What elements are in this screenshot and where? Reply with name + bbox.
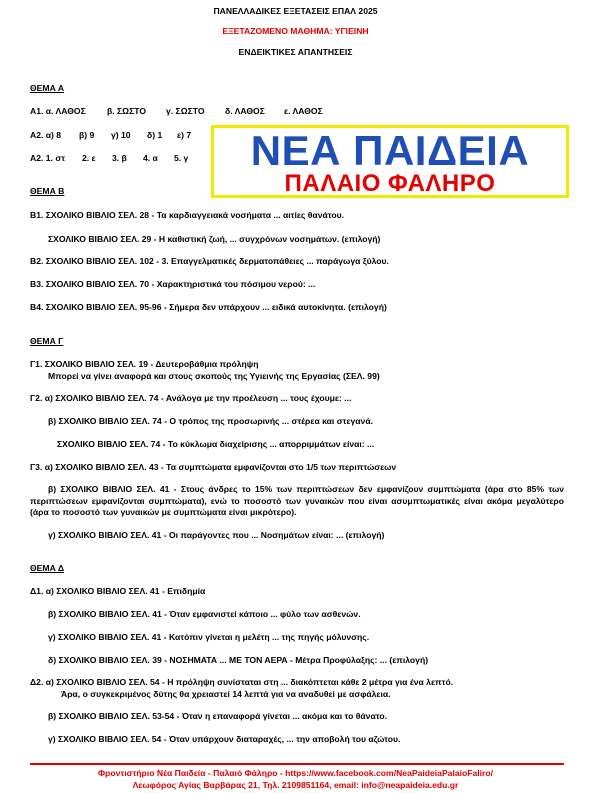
answer-a1-1: Α1. α. ΛΑΘΟΣ [30, 106, 86, 116]
answer-b1: Β1. ΣΧΟΛΙΚΟ ΒΙΒΛΙΟ ΣΕΛ. 28 - Τα καρδιαγγειακά νοσήματα ... αιτίες θανάτου. [30, 210, 345, 220]
footer-divider [30, 763, 564, 765]
answer-g2b: β) ΣΧΟΛΙΚΟ ΒΙΒΛΙΟ ΣΕΛ. 74 - Ο τρόπος της προσωρινής ... στέρεα και στεγανά. [48, 416, 373, 426]
answer-a2b-2: 2. ε [82, 153, 96, 163]
answer-a2-4: δ) 1 [147, 130, 163, 140]
answer-d1b: β) ΣΧΟΛΙΚΟ ΒΙΒΛΙΟ ΣΕΛ. 41 - Όταν εμφανιστεί κάποιο ... φύλο των ασθενών. [48, 609, 361, 619]
answer-g2b-alt: ΣΧΟΛΙΚΟ ΒΙΒΛΙΟ ΣΕΛ. 74 - Το κύκλωμα διαχείρισης ... απορριμμάτων είναι: ... [57, 439, 375, 449]
exam-subject: ΕΞΕΤΑΖΟΜΕΝΟ ΜΑΘΗΜΑ: ΥΓΙΕΙΝΗ [222, 26, 369, 36]
answer-a1-2: β. ΣΩΣΤΟ [107, 106, 147, 116]
answer-a2-2: β) 9 [79, 130, 95, 140]
answer-a1-4: δ. ΛΑΘΟΣ [225, 106, 265, 116]
answer-a2-5: ε) 7 [177, 130, 192, 140]
logo-line-1: ΝΕΑ ΠΑΙΔΕΙΑ [250, 127, 530, 174]
answer-a2b-3: 3. β [112, 153, 127, 163]
answer-a1-3: γ. ΣΩΣΤΟ [166, 106, 205, 116]
answer-a2b-4: 4. α [143, 153, 158, 163]
section-heading-a: ΘΕΜΑ Α [30, 83, 65, 93]
section-heading-b: ΘΕΜΑ Β [30, 186, 65, 196]
page-subtitle: ΕΝΔΕΙΚΤΙΚΕΣ ΑΠΑΝΤΗΣΕΙΣ [238, 47, 353, 57]
answer-d2c: γ) ΣΧΟΛΙΚΟ ΒΙΒΛΙΟ ΣΕΛ. 54 - Όταν υπάρχουν διαταραχές, ... την αποβολή του αζώτου. [48, 734, 401, 744]
answer-a2b-1: Α2. 1. στ [30, 153, 66, 163]
answer-d2a: Δ2. α) ΣΧΟΛΙΚΟ ΒΙΒΛΙΟ ΣΕΛ. 54 - Η πρόληψη συνίσταται στη ... διακόπτεται κάθε 2 μέτρα για ένα λεπτό. [30, 677, 454, 687]
answer-g2a: Γ2. α) ΣΧΟΛΙΚΟ ΒΙΒΛΙΟ ΣΕΛ. 74 - Ανάλογα με την προέλευση ... τους έχουμε: ... [30, 393, 352, 403]
answer-b2: Β2. ΣΧΟΛΙΚΟ ΒΙΒΛΙΟ ΣΕΛ. 102 - 3. Επαγγελματικές δερματοπάθειες ... παράγωγα ξύλου. [30, 256, 389, 266]
answer-g3b: β) ΣΧΟΛΙΚΟ ΒΙΒΛΙΟ ΣΕΛ. 41 - Στους άνδρες το 15% των περιπτώσεων δεν εμφανίζουν συμπτώματα (άρα στο 85% των περιπτώσεων εμφανίζονται συμπτώματα), ενώ το ποσοστό των γυναικών που είναι ασυμπτωματικές είναι ακόμα μεγαλύτερο (άρα το ποσοστό των γυναικών με συμπτώματα είναι μικρότερο). [30, 484, 564, 517]
answer-d2b: β) ΣΧΟΛΙΚΟ ΒΙΒΛΙΟ ΣΕΛ. 53-54 - Όταν η επαναφορά γίνεται ... ακόμα και το θάνατο. [48, 711, 387, 721]
answer-g1-note: Μπορεί να γίνει αναφορά και στους σκοπούς της Υγιεινής της Εργασίας (ΣΕΛ. 99) [48, 371, 380, 381]
answer-a2-3: γ) 10 [111, 130, 131, 140]
answer-d1d: δ) ΣΧΟΛΙΚΟ ΒΙΒΛΙΟ ΣΕΛ. 39 - ΝΟΣΗΜΑΤΑ ... ΜΕ ΤΟΝ ΑΕΡΑ - Μέτρα Προφύλαξης: ... (επιλογή) [48, 655, 429, 665]
answer-a2-1: Α2. α) 8 [30, 130, 62, 140]
answer-g3c: γ) ΣΧΟΛΙΚΟ ΒΙΒΛΙΟ ΣΕΛ. 41 - Οι παράγοντες που ... Νοσημάτων είναι: ... (επιλογή) [48, 530, 385, 540]
section-heading-d: ΘΕΜΑ Δ [30, 563, 65, 573]
answer-g3a: Γ3. α) ΣΧΟΛΙΚΟ ΒΙΒΛΙΟ ΣΕΛ. 43 - Τα συμπτώματα εμφανίζονται στο 1/5 των περιπτώσεων [30, 462, 397, 472]
answer-g1: Γ1. ΣΧΟΛΙΚΟ ΒΙΒΛΙΟ ΣΕΛ. 19 - Δευτεροβάθμια πρόληψη [30, 359, 259, 369]
school-logo [211, 125, 569, 198]
answer-b1-alt: ΣΧΟΛΙΚΟ ΒΙΒΛΙΟ ΣΕΛ. 29 - Η καθιστική ζωή, ... συγχρόνων νοσημάτων. (επιλογή) [48, 234, 381, 244]
logo-line-2: ΠΑΛΑΙΟ ΦΑΛΗΡΟ [284, 170, 496, 197]
section-heading-g: ΘΕΜΑ Γ [30, 336, 64, 346]
answer-b4: Β4. ΣΧΟΛΙΚΟ ΒΙΒΛΙΟ ΣΕΛ. 95-96 - Σήμερα δεν υπάρχουν ... ειδικά αυτοκίνητα. (επιλογή) [30, 302, 387, 312]
page-title: ΠΑΝΕΛΛΑΔΙΚΕΣ ΕΞΕΤΑΣΕΙΣ ΕΠΑΛ 2025 [213, 6, 378, 16]
answer-a2b-5: 5. γ [174, 153, 189, 163]
answer-d1c: γ) ΣΧΟΛΙΚΟ ΒΙΒΛΙΟ ΣΕΛ. 41 - Κατόπιν γίνεται η μελέτη ... της πηγής μόλυνσης. [48, 632, 370, 642]
footer-line-1: Φροντιστήριο Νέα Παιδεία - Παλαιό Φάληρο - https://www.facebook.com/NeaPaideiaPalaioFaliro/ [97, 768, 494, 778]
answer-b3: Β3. ΣΧΟΛΙΚΟ ΒΙΒΛΙΟ ΣΕΛ. 70 - Χαρακτηριστικά του πόσιμου νερού: ... [30, 279, 316, 289]
answer-a1-5: ε. ΛΑΘΟΣ [284, 106, 323, 116]
answer-d1a: Δ1. α) ΣΧΟΛΙΚΟ ΒΙΒΛΙΟ ΣΕΛ. 41 - Επιδημία [30, 586, 206, 596]
footer-line-2: Λεωφόρος Αγίας Βαρβάρας 21, Τηλ. 2109851164, email: info@neapaideia.edu.gr [132, 780, 459, 790]
answer-d2a-result: Άρα, ο συγκεκριμένος δύτης θα χρειαστεί 14 λεπτά για να αναδυθεί με ασφάλεια. [61, 689, 391, 699]
